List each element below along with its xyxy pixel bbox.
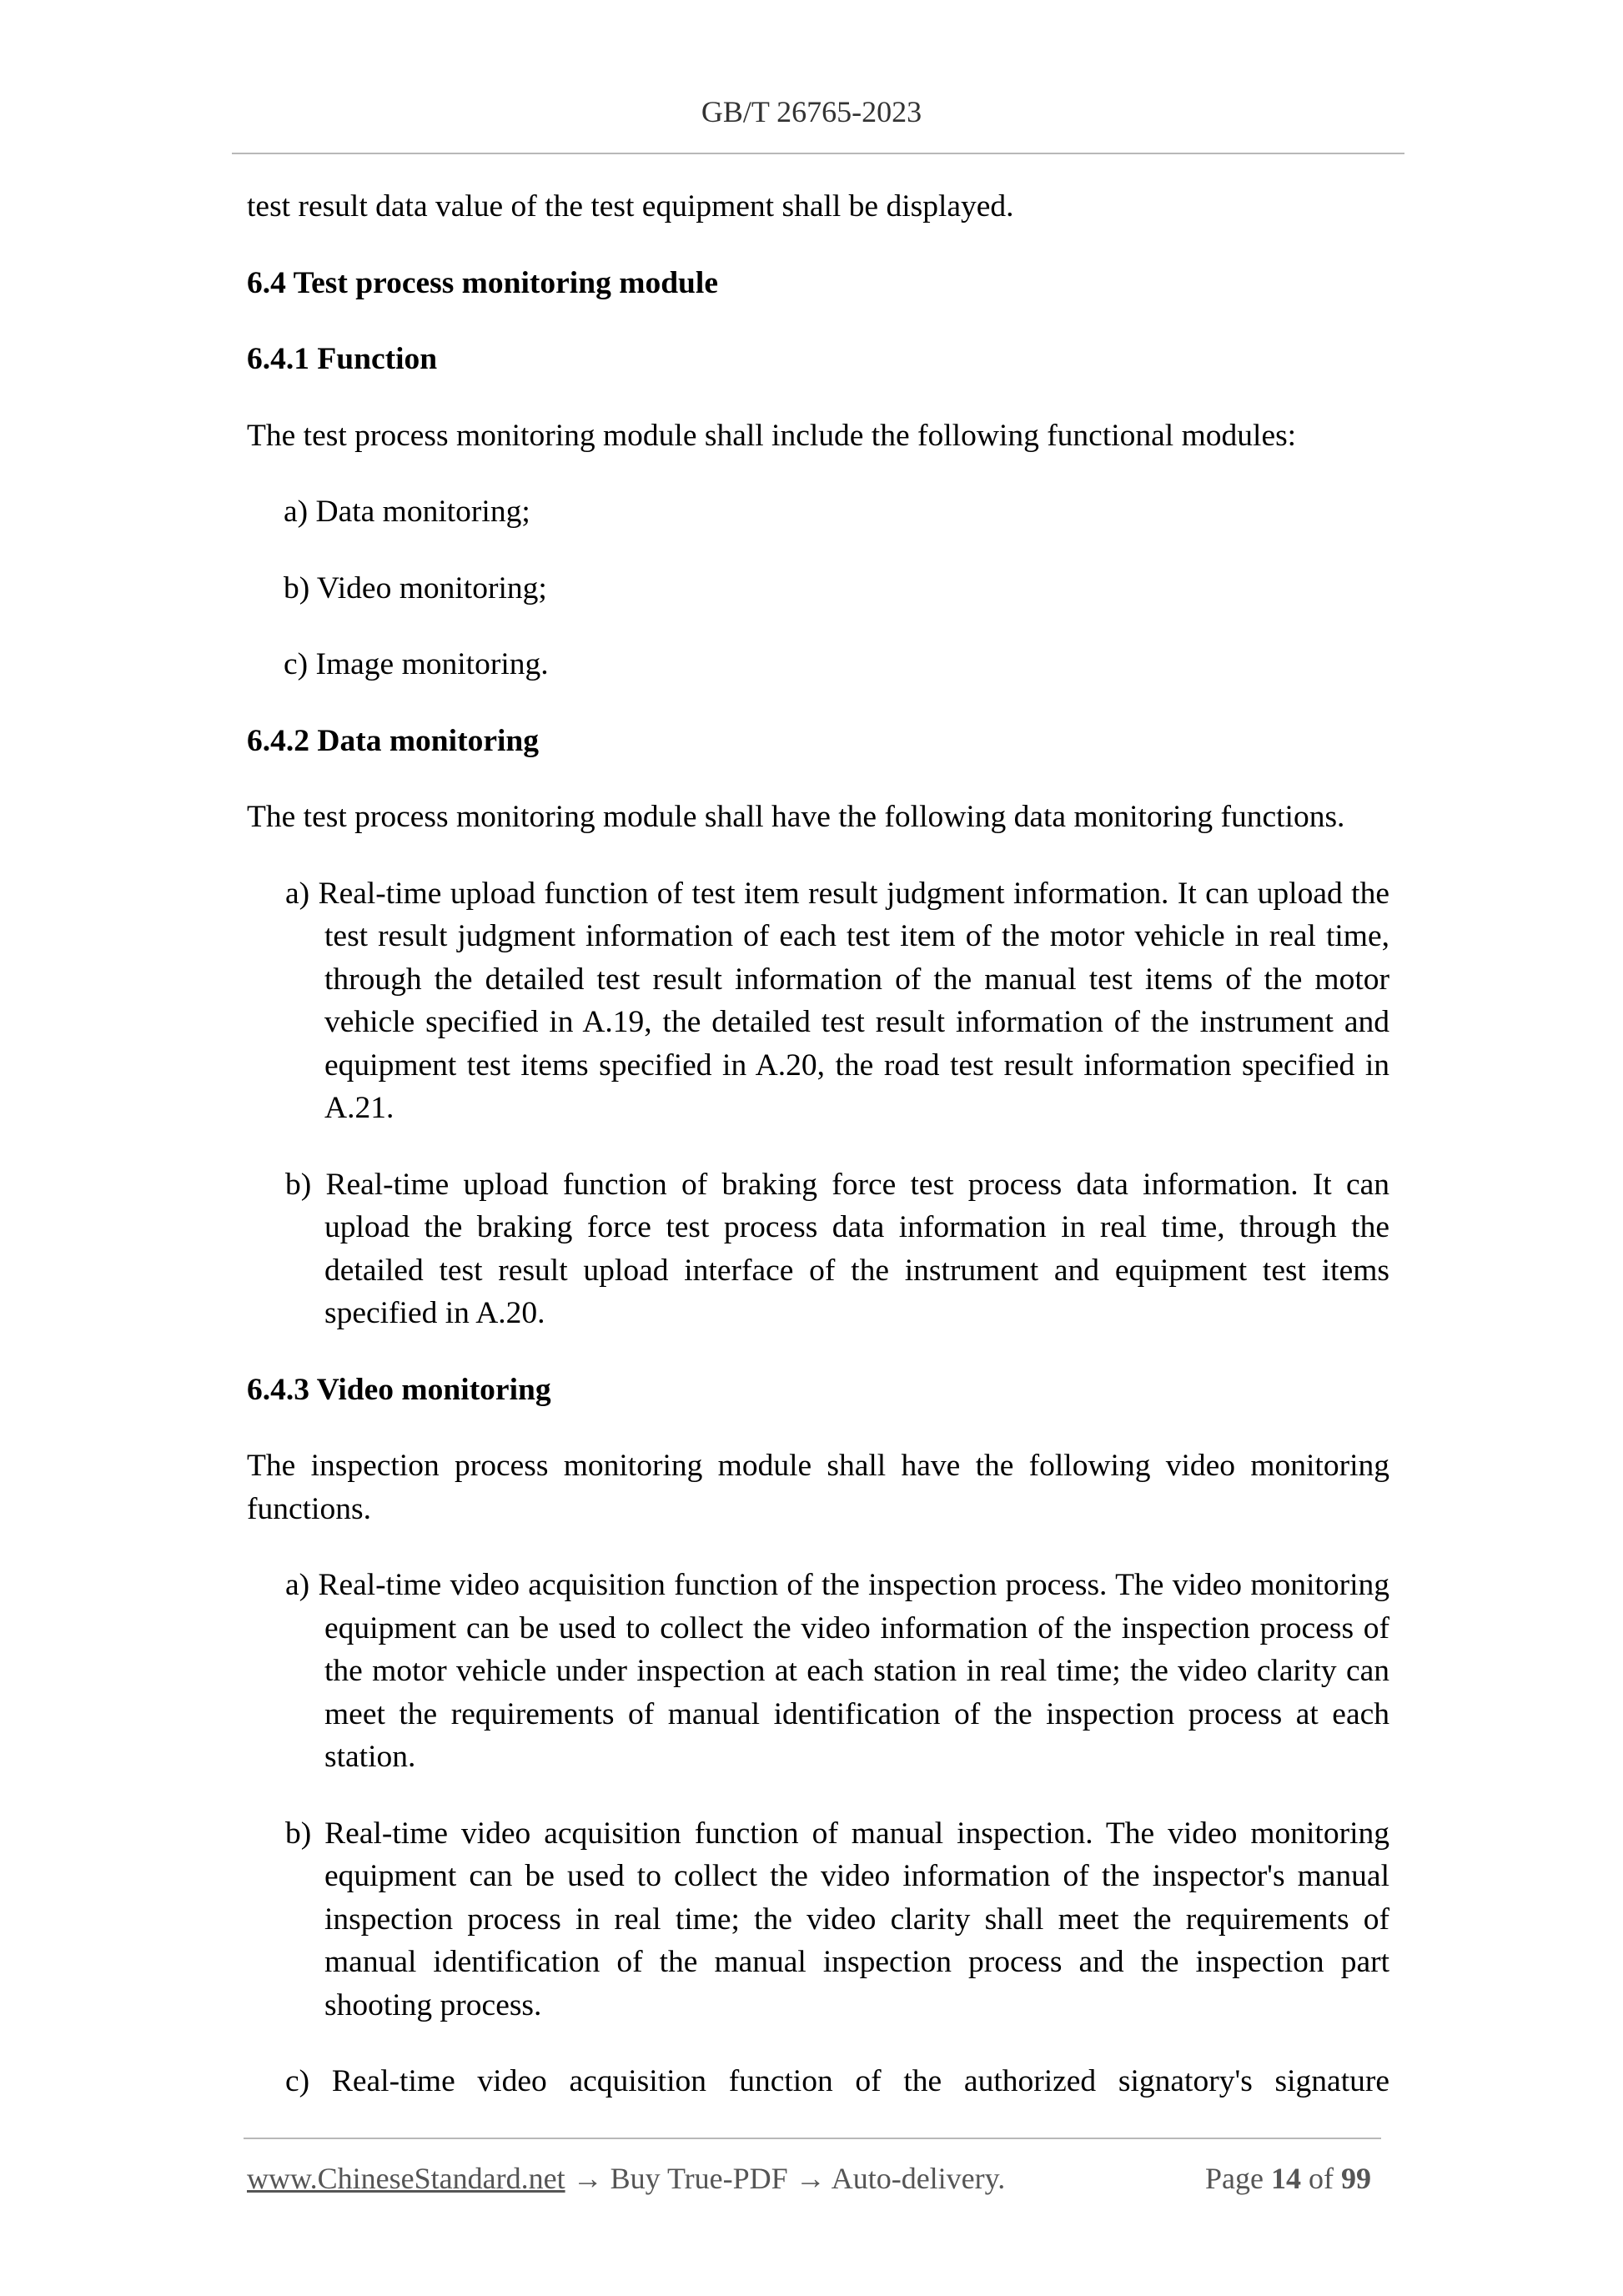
list-item: b) Real-time upload function of braking force test process data information. It can upload the braking force test process data information in real time, through the detailed test result upload interface of the instrument and equipment test items specified in A.20. [285,1167,1389,1330]
list-item: a) Real-time video acquisition function of the inspection process. The video monitoring equipment can be used to collect the video information of the inspection process of the motor vehicle under inspection at each station in real time; the video clarity can meet the requirements of manual identification of the inspection process at each station. [285,1568,1389,1774]
website-link[interactable]: www.ChineseStandard.net [247,2162,565,2195]
section-heading-6-4-3: 6.4.3 Video monitoring [247,1372,551,1407]
page-number: 14 [1271,2162,1301,2195]
list-item: c) Real-time video acquisition function of the authorized signatory's signature [285,2064,1389,2098]
list-item: b) Real-time video acquisition function of manual inspection. The video monitoring equipment can be used to collect the video information of the inspector's manual inspection process in real time; the video clarity shall meet the requirements of manual identification of the manual inspection process and the inspection part shooting process. [285,1816,1389,2022]
page-label: Page [1205,2162,1264,2195]
of-label: of [1309,2162,1334,2195]
section-heading-6-4-2: 6.4.2 Data monitoring [247,723,539,758]
footer-divider [244,2138,1381,2139]
list-item: a) Real-time upload function of test item result judgment information. It can upload the test result judgment information of each test item of the motor vehicle in real time, through the detailed test result information of the manual test items of the motor vehicle specified in A.19, the detailed test result information of the instrument and equipment test items specified in A.20, the road test result information specified in A.21. [285,876,1389,1125]
section-heading-6-4: 6.4 Test process monitoring module [247,265,718,300]
data-monitoring-intro: The test process monitoring module shall have the following data monitoring functions. [247,800,1345,834]
intro-line: test result data value of the test equipment shall be displayed. [247,189,1014,224]
arrow-right-icon: → [795,2162,826,2195]
buy-true-pdf-text: Buy True-PDF [610,2162,788,2195]
list-item: c) Image monitoring. [284,647,549,681]
page-total: 99 [1341,2162,1371,2195]
arrow-right-icon: → [572,2162,603,2195]
document-header-title: GB/T 26765-2023 [701,95,922,128]
document-body [247,185,1389,2103]
video-monitoring-intro: The inspection process monitoring module shall have the following video monitoring functions. [247,1449,1389,1526]
header-divider [232,153,1404,154]
footer-promo [247,2160,1005,2197]
auto-delivery-text: Auto-delivery. [831,2162,1006,2195]
list-item: b) Video monitoring; [284,570,547,605]
section-heading-6-4-1: 6.4.1 Function [247,342,438,376]
list-item: a) Data monitoring; [284,495,530,529]
page-indicator [1205,2160,1371,2197]
function-intro: The test process monitoring module shall include the following functional modules: [247,418,1297,453]
